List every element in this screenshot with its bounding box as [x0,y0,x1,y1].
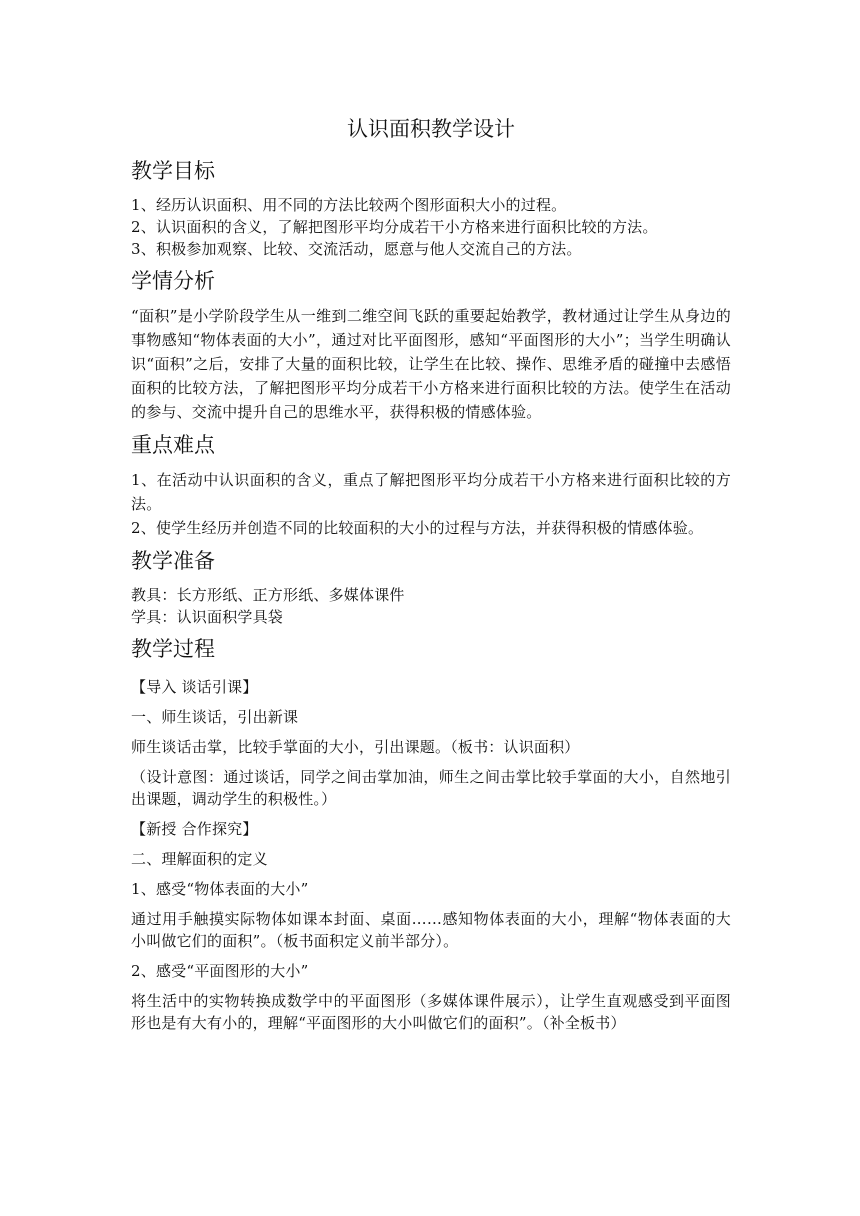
document-page [131,112,731,1042]
process-step-1: 一、师生谈话，引出新课 [131,708,299,726]
keypoint-item-2: 2、使学生经历并创造不同的比较面积的大小的过程与方法，并获得积极的情感体验。 [131,519,704,537]
objective-item-1: 1、经历认识面积、用不同的方法比较两个图形面积大小的过程。 [131,196,567,214]
objectives-heading: 教学目标 [131,159,215,183]
process-text-3: 将生活中的实物转换成数学中的平面图形（多媒体课件展示），让学生直观感受到平面图形也是有大有小的，理解“平面图形的大小叫做它们的面积”。（补全板书） [131,992,731,1032]
process-substep-1: 1、感受“物体表面的大小” [131,880,309,898]
process-section-intro: 【导入 谈话引课】 [131,678,258,696]
preparation-heading: 教学准备 [131,549,215,573]
objective-item-3: 3、积极参加观察、比较、交流活动，愿意与他人交流自己的方法。 [131,240,582,258]
preparation-item-teacher: 教具：长方形纸、正方形纸、多媒体课件 [131,586,405,604]
process-design-intent: （设计意图：通过谈话，同学之间击掌加油，师生之间击掌比较手掌面的大小，自然地引出课题，调动学生的积极性。） [131,768,731,808]
process-section-new: 【新授 合作探究】 [131,820,258,838]
process-text-1: 师生谈话击掌，比较手掌面的大小，引出课题。（板书：认识面积） [131,738,580,756]
analysis-paragraph: “面积”是小学阶段学生从一维到二维空间飞跃的重要起始教学，教材通过让学生从身边的事物感知“物体表面的大小”，通过对比平面图形，感知“平面图形的大小”；当学生明确认识“面积”之后，安排了大量的面积比较，让学生在比较、操作、思维矛盾的碰撞中去感悟面积的比较方法，了解把图形平均分成若干小方格来进行面积比较的方法。使学生在活动的参与、交流中提升自己的思维水平，获得积极的情感体验。 [131,307,731,421]
preparation-item-student: 学具：认识面积学具袋 [131,608,284,626]
keypoints-heading: 重点难点 [131,433,215,457]
document-title: 认识面积教学设计 [347,117,515,141]
process-substep-2: 2、感受“平面图形的大小” [131,962,309,980]
objective-item-2: 2、认识面积的含义，了解把图形平均分成若干小方格来进行面积比较的方法。 [131,218,658,236]
process-step-2: 二、理解面积的定义 [131,850,268,868]
analysis-heading: 学情分析 [131,269,215,293]
keypoint-item-1: 1、在活动中认识面积的含义，重点了解把图形平均分成若干小方格来进行面积比较的方法。 [131,471,731,513]
process-heading: 教学过程 [131,637,215,661]
process-text-2: 通过用手触摸实际物体如课本封面、桌面……感知物体表面的大小，理解“物体表面的大小叫做它们的面积”。（板书面积定义前半部分）。 [131,910,731,950]
